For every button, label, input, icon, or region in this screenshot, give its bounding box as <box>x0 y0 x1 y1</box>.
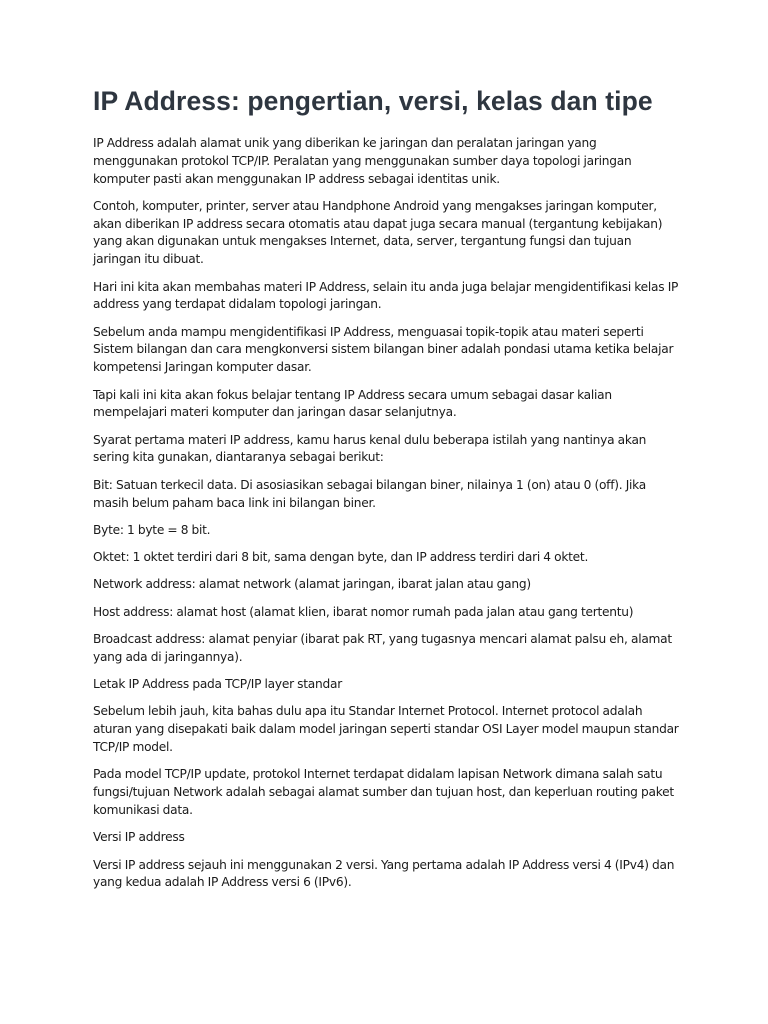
paragraph-today: Hari ini kita akan membahas materi IP Address, selain itu anda juga belajar mengidentifikasi kelas IP address yang terdapat didalam topologi jaringan. <box>93 279 679 312</box>
paragraph-ip-versions: Versi IP address sejauh ini menggunakan 2 versi. Yang pertama adalah IP Address versi 4 (IPv4) dan yang kedua adalah IP Address versi 6 (IPv6). <box>93 857 675 890</box>
document-page <box>93 86 681 902</box>
paragraph-focus: Tapi kali ini kita akan fokus belajar tentang IP Address secara umum sebagai dasar kalian mempelajari materi komputer dan jaringan dasar selanjutnya. <box>93 387 612 420</box>
paragraph-term-host-address: Host address: alamat host (alamat klien, ibarat nomor rumah pada jalan atau gang tertentu) <box>93 604 634 619</box>
paragraph-prerequisite: Sebelum anda mampu mengidentifikasi IP Address, menguasai topik-topik atau materi seperti Sistem bilangan dan cara mengkonversi sistem bilangan biner adalah pondasi utama ketika belajar kompetensi Jaringan komputer dasar. <box>93 324 674 375</box>
paragraph-tcpip-model: Pada model TCP/IP update, protokol Internet terdapat didalam lapisan Network dimana salah satu fungsi/tujuan Network adalah sebagai alamat sumber dan tujuan host, dan keperluan routing paket komunikasi data. <box>93 767 674 817</box>
paragraph-intro: IP Address adalah alamat unik yang diberikan ke jaringan dan peralatan jaringan yang menggunakan protokol TCP/IP. Peralatan yang menggunakan sumber daya topologi jaringan komputer pasti akan menggunakan IP address sebagai identitas unik. <box>93 136 632 186</box>
paragraph-internet-protocol: Sebelum lebih jauh, kita bahas dulu apa itu Standar Internet Protocol. Internet protocol adalah aturan yang disepakati baik dalam model jaringan seperti standar OSI Layer model maupun standar TCP/IP model. <box>93 704 679 755</box>
paragraph-term-bit: Bit: Satuan terkecil data. Di asosiasikan sebagai bilangan biner, nilainya 1 (on) atau 0 (off). Jika masih belum paham baca link ini bilangan biner. <box>93 477 646 510</box>
paragraph-term-broadcast-address: Broadcast address: alamat penyiar (ibarat pak RT, yang tugasnya mencari alamat palsu eh, alamat yang ada di jaringannya). <box>93 632 672 664</box>
paragraph-term-network-address: Network address: alamat network (alamat jaringan, ibarat jalan atau gang) <box>93 577 531 592</box>
paragraph-terms-intro: Syarat pertama materi IP address, kamu harus kenal dulu beberapa istilah yang nantinya akan sering kita gunakan, diantaranya sebagai berikut: <box>93 432 647 465</box>
section-heading-ip-versions: Versi IP address <box>93 830 185 845</box>
paragraph-term-oktet: Oktet: 1 oktet terdiri dari 8 bit, sama dengan byte, dan IP address terdiri dari 4 oktet. <box>93 550 589 565</box>
paragraph-term-byte: Byte: 1 byte = 8 bit. <box>93 522 211 537</box>
page-title: IP Address: pengertian, versi, kelas dan tipe <box>93 86 653 116</box>
paragraph-example: Contoh, komputer, printer, server atau Handphone Android yang mengakses jaringan komputer, akan diberikan IP address secara otomatis atau dapat juga secara manual (tergantung kebijakan) yang akan digunakan untuk mengakses Internet, data, server, tergantung fungsi dan tujuan jaringan itu dibuat. <box>93 198 663 267</box>
section-heading-tcpip-layer: Letak IP Address pada TCP/IP layer standar <box>93 677 342 692</box>
